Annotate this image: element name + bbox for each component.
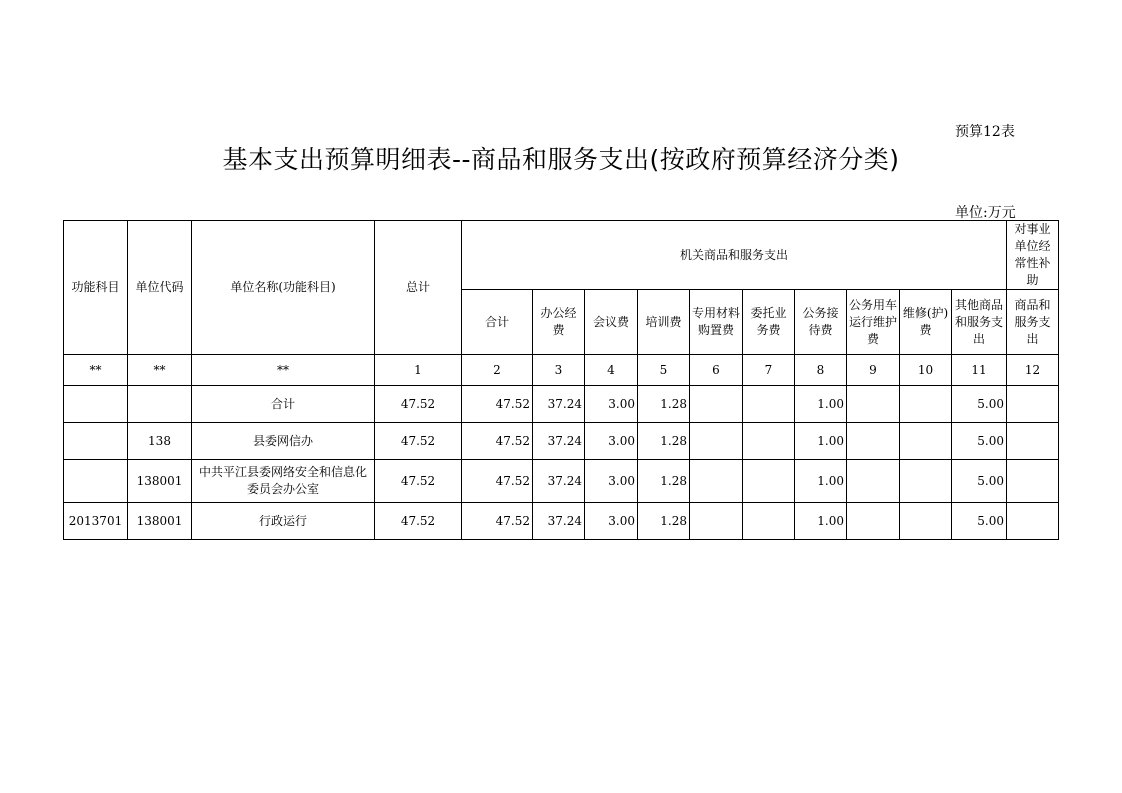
- cell-value: [743, 423, 795, 460]
- cell-value: 37.24: [533, 423, 585, 460]
- cell-value: 1.00: [795, 386, 847, 423]
- table-row: [64, 460, 1059, 503]
- cell-value: [1007, 386, 1059, 423]
- header-func-subject: 功能科目: [64, 221, 128, 355]
- header-col: 公务接待费: [795, 290, 847, 355]
- index-cell: 11: [952, 355, 1007, 386]
- cell-value: 1.00: [795, 503, 847, 540]
- cell-value: 37.24: [533, 386, 585, 423]
- unit-label: 单位:万元: [955, 205, 1016, 221]
- cell-value: 1.28: [638, 423, 690, 460]
- cell-value: 1.28: [638, 386, 690, 423]
- index-cell: 10: [900, 355, 952, 386]
- cell-value: 37.24: [533, 503, 585, 540]
- header-col: 委托业务费: [743, 290, 795, 355]
- cell-value: [743, 503, 795, 540]
- index-cell: **: [64, 355, 128, 386]
- index-cell: 5: [638, 355, 690, 386]
- cell-value: 47.52: [462, 423, 533, 460]
- cell-value: 5.00: [952, 503, 1007, 540]
- header-col: 培训费: [638, 290, 690, 355]
- index-cell: 4: [585, 355, 638, 386]
- cell-value: 1.28: [638, 460, 690, 503]
- cell-value: 3.00: [585, 503, 638, 540]
- header-unit-code: 单位代码: [128, 221, 192, 355]
- cell-value: [743, 460, 795, 503]
- cell-value: 1.28: [638, 503, 690, 540]
- cell-value: 3.00: [585, 460, 638, 503]
- cell-value: 47.52: [462, 386, 533, 423]
- cell-value: 37.24: [533, 460, 585, 503]
- cell-value: 47.52: [462, 503, 533, 540]
- form-number: 预算12表: [955, 124, 1015, 140]
- cell-total: 47.52: [375, 423, 462, 460]
- header-unit-name: 单位名称(功能科目): [192, 221, 375, 355]
- budget-table: [63, 220, 1059, 540]
- table-row: [64, 423, 1059, 460]
- cell-func: [64, 460, 128, 503]
- cell-code: 138: [128, 423, 192, 460]
- header-col: 其他商品和服务支出: [952, 290, 1007, 355]
- cell-func: [64, 423, 128, 460]
- index-cell: 7: [743, 355, 795, 386]
- cell-value: 1.00: [795, 423, 847, 460]
- cell-value: 5.00: [952, 460, 1007, 503]
- cell-total: 47.52: [375, 460, 462, 503]
- cell-code: 138001: [128, 460, 192, 503]
- cell-func: 2013701: [64, 503, 128, 540]
- cell-value: 1.00: [795, 460, 847, 503]
- header-col: 专用材料购置费: [690, 290, 743, 355]
- cell-name: 合计: [192, 386, 375, 423]
- cell-total: 47.52: [375, 503, 462, 540]
- cell-name: 县委网信办: [192, 423, 375, 460]
- cell-value: [847, 503, 900, 540]
- cell-total: 47.52: [375, 386, 462, 423]
- cell-value: [690, 423, 743, 460]
- cell-value: [690, 503, 743, 540]
- header-col: 合计: [462, 290, 533, 355]
- cell-value: 5.00: [952, 386, 1007, 423]
- index-cell: 2: [462, 355, 533, 386]
- header-col: 办公经费: [533, 290, 585, 355]
- header-subsidy-group: 对事业单位经常性补助: [1007, 221, 1059, 290]
- index-cell: 3: [533, 355, 585, 386]
- cell-func: [64, 386, 128, 423]
- table-row: [64, 386, 1059, 423]
- index-cell: **: [192, 355, 375, 386]
- cell-value: [900, 503, 952, 540]
- index-cell: 12: [1007, 355, 1059, 386]
- index-cell: 6: [690, 355, 743, 386]
- cell-value: [1007, 460, 1059, 503]
- cell-name: 行政运行: [192, 503, 375, 540]
- index-cell: 8: [795, 355, 847, 386]
- index-cell: 1: [375, 355, 462, 386]
- cell-value: [847, 423, 900, 460]
- index-cell: **: [128, 355, 192, 386]
- cell-value: 3.00: [585, 423, 638, 460]
- cell-value: [690, 460, 743, 503]
- cell-value: 47.52: [462, 460, 533, 503]
- header-agency-group: 机关商品和服务支出: [462, 221, 1007, 290]
- header-col: 公务用车运行维护费: [847, 290, 900, 355]
- cell-value: [847, 460, 900, 503]
- header-col: 维修(护)费: [900, 290, 952, 355]
- cell-value: [900, 386, 952, 423]
- cell-value: [1007, 503, 1059, 540]
- table-row: [64, 503, 1059, 540]
- cell-name: 中共平江县委网络安全和信息化委员会办公室: [192, 460, 375, 503]
- index-cell: 9: [847, 355, 900, 386]
- cell-value: 5.00: [952, 423, 1007, 460]
- cell-value: [1007, 423, 1059, 460]
- cell-value: [900, 460, 952, 503]
- index-row: [64, 355, 1059, 386]
- cell-value: [900, 423, 952, 460]
- cell-value: [847, 386, 900, 423]
- cell-code: [128, 386, 192, 423]
- page-title: 基本支出预算明细表--商品和服务支出(按政府预算经济分类): [222, 145, 900, 174]
- header-total: 总计: [375, 221, 462, 355]
- cell-value: [743, 386, 795, 423]
- cell-value: [690, 386, 743, 423]
- header-col: 会议费: [585, 290, 638, 355]
- cell-value: 3.00: [585, 386, 638, 423]
- cell-code: 138001: [128, 503, 192, 540]
- header-col: 商品和服务支出: [1007, 290, 1059, 355]
